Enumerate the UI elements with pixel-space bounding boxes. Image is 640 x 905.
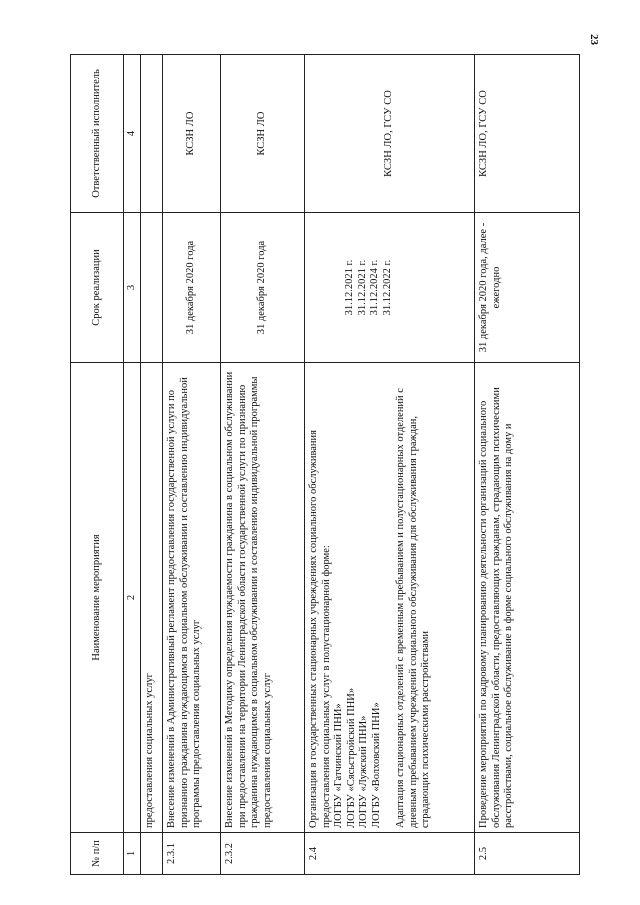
row-name: Проведение мероприятий по кадровому планированию деятельности организаций социального обслуживания Ленинградской области, предоставляющих гражданам, страдающим психическими расстройствами, социальное обслуживание в форме социального обслуживания на дому и xyxy=(475,363,580,833)
term-dates xyxy=(344,260,394,316)
row-term-empty xyxy=(141,213,163,363)
col-number-4: 4 xyxy=(124,55,141,213)
header-responsible: Ответственный исполнитель xyxy=(71,55,124,213)
row-resp-empty xyxy=(141,55,163,213)
paragraph-gap xyxy=(383,367,395,828)
row-name xyxy=(305,363,475,833)
continuation-text: предоставления социальных услуг xyxy=(141,363,163,833)
row-number: 2.3.1 xyxy=(163,833,221,875)
row-term: 31 декабря 2020 года xyxy=(163,213,221,363)
header-name: Наименование мероприятия xyxy=(71,363,124,833)
table-row xyxy=(305,55,475,875)
col-number-1: 1 xyxy=(124,833,141,875)
col-number-2: 2 xyxy=(124,363,141,833)
term-date: 31.12.2021 г. xyxy=(356,259,368,316)
name-line-institution: ЛОГБУ «Гатчинский ПНИ» xyxy=(333,703,344,828)
row-name: Внесение изменений в Административный регламент предоставления государственной услуги по признанию гражданина нуждающимся в социальном обслуживании и составлению индивидуальной программы предоставления социальных услуг xyxy=(163,363,221,833)
term-gap xyxy=(320,217,332,358)
table-row xyxy=(163,55,221,875)
table-row xyxy=(221,55,305,875)
row-term: 31 декабря 2020 года, далее - ежегодно xyxy=(475,213,580,363)
term-gap xyxy=(308,217,320,358)
name-line-adaptation: Адаптация стационарных отделений с временным пребыванием и полустационарных отделений с дневным пребыванием учреждений социального обслуживания для обслуживания граждан, страдающих психическими расстройствами xyxy=(395,388,431,828)
name-line-institution: ЛОГБУ «Волховский ПНИ» xyxy=(370,702,382,828)
row-term xyxy=(305,213,475,363)
row-number: 2.3.2 xyxy=(221,833,305,875)
name-line-intro: Организация в государственных стационарных учреждениях социального обслуживания предоставления социальных услуг в полустационарной форме: xyxy=(308,429,332,828)
row-responsible: КСЗН ЛО xyxy=(221,55,305,213)
term-date: 31.12.2024 г. xyxy=(369,259,380,316)
row-responsible: КСЗН ЛО, ГСУ СО xyxy=(305,55,475,213)
rotated-page-content xyxy=(70,55,580,875)
name-line-institution: ЛОГБУ «Сясьстройский ПНИ» xyxy=(345,687,357,828)
term-date: 31.12.2021 г. xyxy=(344,259,355,316)
measures-table xyxy=(70,54,580,875)
table-row xyxy=(141,55,163,875)
column-number-row xyxy=(124,55,141,875)
term-gap xyxy=(332,217,344,358)
name-line-institution: ЛОГБУ «Лужский ПНИ» xyxy=(358,715,369,828)
row-name: Внесение изменений в Методику определения нуждаемости гражданина в социальном обслуживании при предоставлении на территории Ленинградской области государственной услуги по признанию гражданина нуждающимся в социальном обслуживании и составлению индивидуальной программы предоставления социальных услуг xyxy=(221,363,305,833)
row-term: 31 декабря 2020 года xyxy=(221,213,305,363)
header-num: № п/п xyxy=(71,833,124,875)
row-responsible: КСЗН ЛО, ГСУ СО xyxy=(475,55,580,213)
term-date: 31.12.2022 г. xyxy=(381,259,393,316)
table-header-row xyxy=(71,55,124,875)
row-number: 2.4 xyxy=(305,833,475,875)
row-number: 2.5 xyxy=(475,833,580,875)
row-responsible: КСЗН ЛО xyxy=(163,55,221,213)
row-num-empty xyxy=(141,833,163,875)
col-number-3: 3 xyxy=(124,213,141,363)
table-row xyxy=(475,55,580,875)
page-number: 23 xyxy=(588,34,600,45)
header-term: Срок реализации xyxy=(71,213,124,363)
